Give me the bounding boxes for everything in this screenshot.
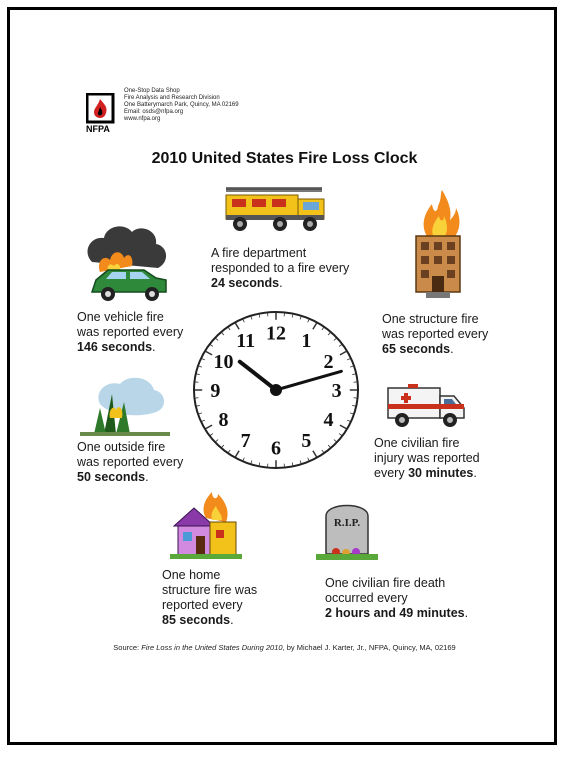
caption-line: was reported every	[77, 325, 184, 339]
caption-suffix: .	[152, 340, 156, 354]
clock-numeral: 10	[213, 351, 234, 374]
burning-building-icon	[406, 190, 468, 302]
home-fire-caption	[162, 568, 257, 628]
caption-suffix: .	[145, 470, 149, 484]
caption-line: One civilian fire death	[325, 576, 446, 590]
burning-car-icon	[82, 222, 172, 304]
caption-line: occurred every	[325, 591, 408, 605]
page-title: 2010 United States Fire Loss Clock	[151, 150, 418, 167]
logo-text: NFPA	[86, 124, 110, 133]
ambulance-icon	[386, 382, 466, 430]
clock-numeral: 3	[331, 380, 342, 402]
caption-value: 30 minutes	[408, 466, 474, 480]
clock-numeral: 7	[240, 429, 251, 452]
vehicle-fire-caption	[77, 310, 183, 355]
clock-face	[190, 308, 362, 472]
caption-line: was reported every	[77, 455, 184, 469]
caption-line: One home	[162, 568, 221, 582]
caption-value: 2 hours and 49 minutes	[325, 606, 465, 620]
caption-suffix: .	[279, 276, 283, 290]
caption-line: reported every	[162, 598, 243, 612]
source-title: Fire Loss in the United States During 2010	[141, 643, 283, 652]
source-citation	[0, 643, 569, 652]
org-line: One-Stop Data Shop	[124, 88, 180, 94]
outside-fire-caption	[77, 440, 183, 485]
caption-line: structure fire was	[162, 583, 258, 597]
structure-fire-caption	[382, 312, 488, 357]
org-line: Email: osds@nfpa.org	[124, 109, 184, 115]
org-line: Fire Analysis and Research Division	[124, 95, 220, 101]
clock-numeral: 12	[266, 322, 286, 345]
caption-line: One structure fire	[382, 312, 479, 326]
caption-value: 146 seconds	[77, 340, 153, 354]
caption-suffix: .	[230, 613, 234, 627]
clock-center	[270, 384, 282, 396]
caption-suffix: .	[473, 466, 477, 480]
fire-department-caption	[211, 246, 349, 291]
tombstone-icon	[316, 496, 378, 562]
clock-numeral: 5	[301, 429, 312, 452]
civilian-injury-caption	[374, 436, 480, 481]
org-info	[124, 88, 239, 123]
clock-numeral: 9	[210, 380, 221, 402]
source-suffix: , by Michael J. Karter, Jr., NFPA, Quincy, MA, 02169	[282, 643, 456, 652]
caption-line: was reported every	[382, 327, 489, 341]
nfpa-logo-icon	[86, 93, 120, 133]
clock-numeral: 2	[323, 351, 334, 374]
caption-line: A fire department	[211, 246, 307, 260]
outside-fire-icon	[80, 374, 170, 438]
caption-line: One vehicle fire	[77, 310, 164, 324]
caption-value: 85 seconds	[162, 613, 231, 627]
caption-line: every	[374, 466, 405, 480]
civilian-death-caption	[325, 576, 468, 621]
caption-suffix: .	[464, 606, 469, 620]
clock-numeral: 1	[301, 330, 312, 353]
caption-suffix: .	[450, 342, 454, 356]
clock-numeral: 4	[323, 408, 334, 431]
caption-line: One civilian fire	[374, 436, 460, 450]
burning-house-icon	[170, 488, 242, 562]
clock-numeral: 11	[236, 330, 256, 353]
caption-line: injury was reported	[374, 451, 480, 465]
org-line: One Batterymarch Park, Quincy, MA 02169	[124, 102, 239, 108]
fire-truck-icon	[222, 185, 330, 235]
org-line: www.nfpa.org	[124, 116, 161, 122]
source-prefix: Source:	[113, 643, 142, 652]
caption-value: 65 seconds	[382, 342, 451, 356]
clock-numeral: 8	[218, 408, 229, 431]
caption-value: 50 seconds	[77, 470, 146, 484]
caption-line: responded to a fire every	[211, 261, 350, 275]
clock-numeral: 6	[271, 437, 281, 460]
caption-line: One outside fire	[77, 440, 166, 454]
caption-value: 24 seconds	[211, 276, 280, 290]
tombstone-text: R.I.P.	[333, 517, 361, 529]
